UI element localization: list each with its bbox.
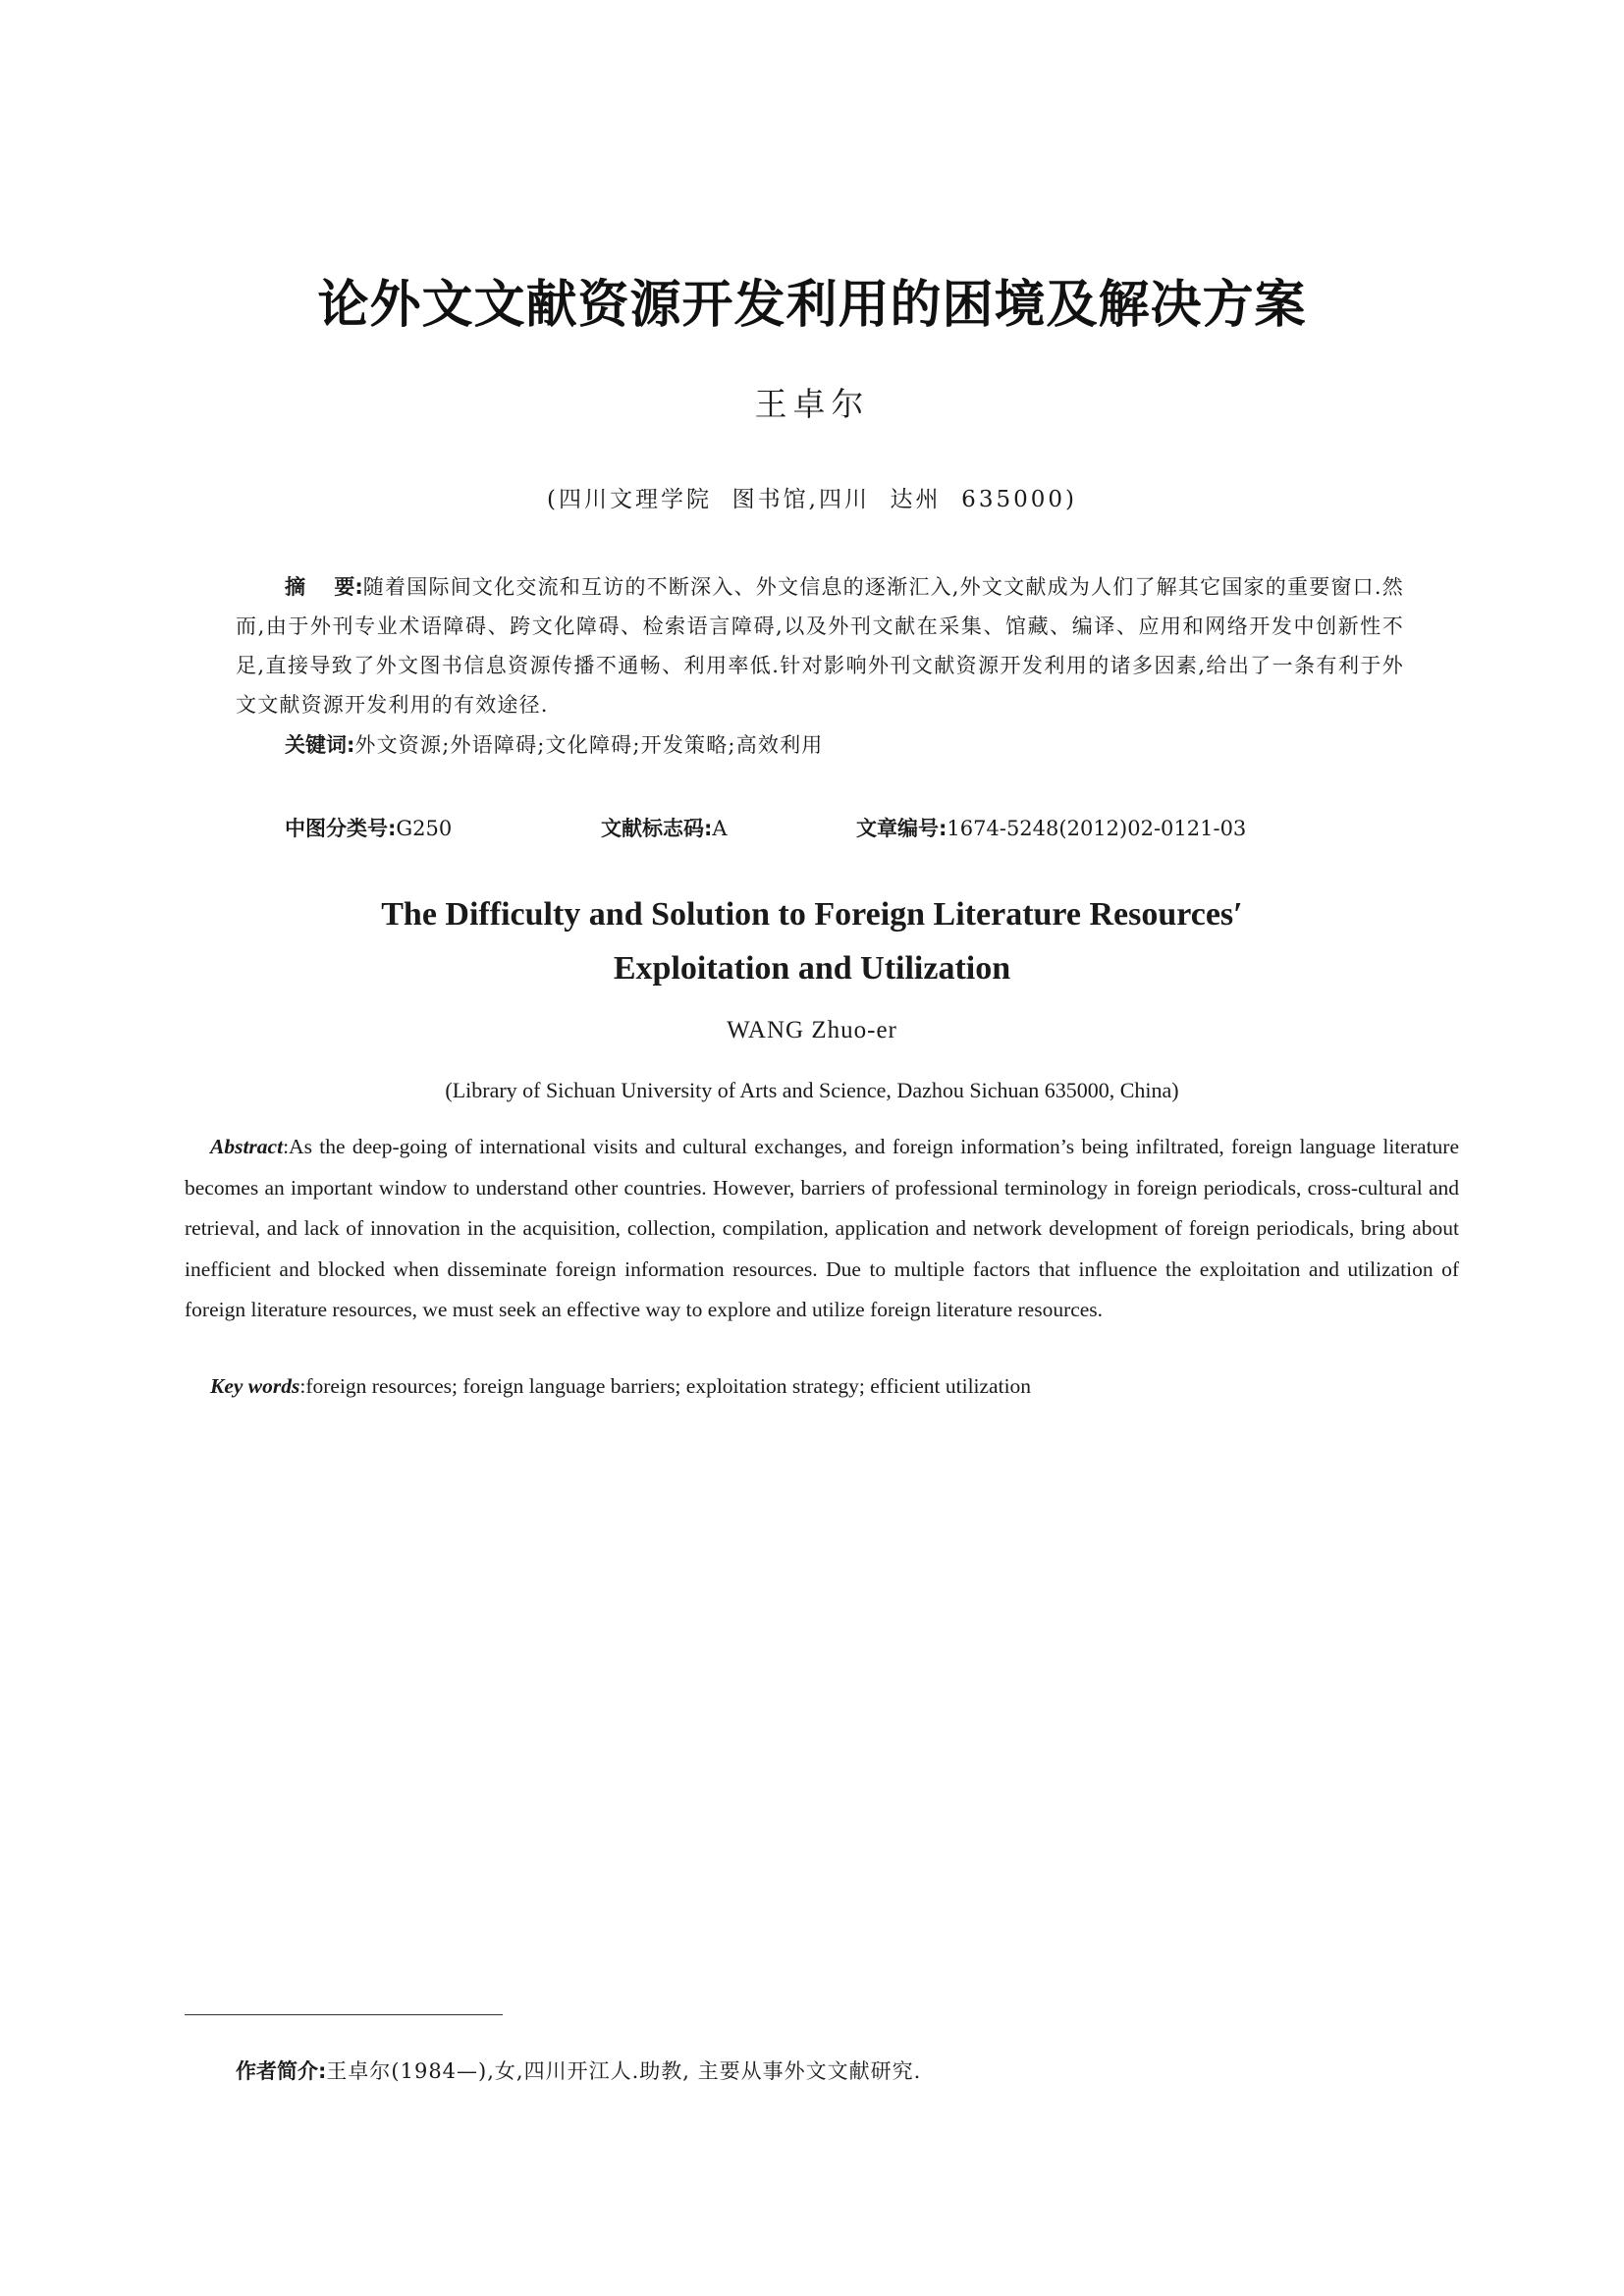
chinese-abstract (236, 567, 1404, 724)
english-title (0, 887, 1624, 995)
article-number (856, 813, 1246, 842)
chinese-author: 王卓尔 (754, 385, 870, 423)
article-number-label: 文章编号: (856, 817, 947, 840)
english-author: WANG Zhuo-er (727, 1017, 897, 1043)
chinese-keywords (285, 729, 1404, 759)
article-number-value: 1674-5248(2012)02-0121-03 (947, 817, 1247, 840)
footnote-text: 王卓尔(1984—),女,四川开江人.助教, 主要从事外文文献研究. (326, 2059, 922, 2083)
english-abstract-text: :As the deep-going of international visits and cultural exchanges, and foreign information’s being infiltrated, foreign language literature becomes an important window to understand other countries. However, barriers of professional terminology in foreign periodicals, cross-cultural and retrieval, and lack of innovation in the acquisition, collection, compilation, application and network development of foreign periodicals, bring about inefficient and blocked when disseminate foreign information resources. Due to multiple factors that influence the exploitation and utilization of foreign literature resources, we must seek an effective way to explore and utilize foreign literature resources. (185, 1135, 1459, 1321)
classification-label: 中图分类号: (285, 817, 397, 840)
chinese-abstract-label: 摘 要: (285, 575, 363, 599)
english-affiliation: (Library of Sichuan University of Arts and Science, Dazhou Sichuan 635000, China) (445, 1078, 1179, 1102)
english-abstract (185, 1127, 1459, 1331)
document-code (601, 813, 728, 842)
document-code-label: 文献标志码: (601, 817, 713, 840)
classification-number (285, 813, 452, 842)
chinese-abstract-text: 随着国际间文化交流和互访的不断深入、外文信息的逐渐汇入,外文文献成为人们了解其它国家的重要窗口.然而,由于外刊专业术语障碍、跨文化障碍、检索语言障碍,以及外刊文献在采集、馆藏、编译、应用和网络开发中创新性不足,直接导致了外文图书信息资源传播不通畅、利用率低.针对影响外刊文献资源开发利用的诸多因素,给出了一条有利于外文文献资源开发利用的有效途径. (236, 575, 1404, 717)
chinese-title: 论外文文献资源开发利用的困境及解决方案 (317, 276, 1307, 335)
english-keywords-text: :foreign resources; foreign language barriers; exploitation strategy; efficient utilization (299, 1374, 1032, 1398)
english-keywords (210, 1374, 1459, 1399)
english-abstract-label: Abstract (210, 1135, 284, 1158)
footnote-label: 作者简介: (236, 2059, 327, 2083)
english-title-line-1: The Difficulty and Solution to Foreign Literature Resources′ (381, 896, 1243, 933)
document-code-value: A (712, 817, 728, 840)
english-title-line-2: Exploitation and Utilization (613, 950, 1011, 987)
chinese-keywords-label: 关键词: (285, 733, 355, 757)
chinese-keywords-text: 外文资源;外语障碍;文化障碍;开发策略;高效利用 (354, 733, 824, 757)
classification-value: G250 (396, 817, 453, 840)
chinese-affiliation: (四川文理学院 图书馆,四川 达州 635000) (547, 487, 1077, 512)
footnote-divider (185, 2014, 503, 2015)
author-footnote (236, 2056, 921, 2085)
english-keywords-label: Key words (210, 1374, 300, 1398)
